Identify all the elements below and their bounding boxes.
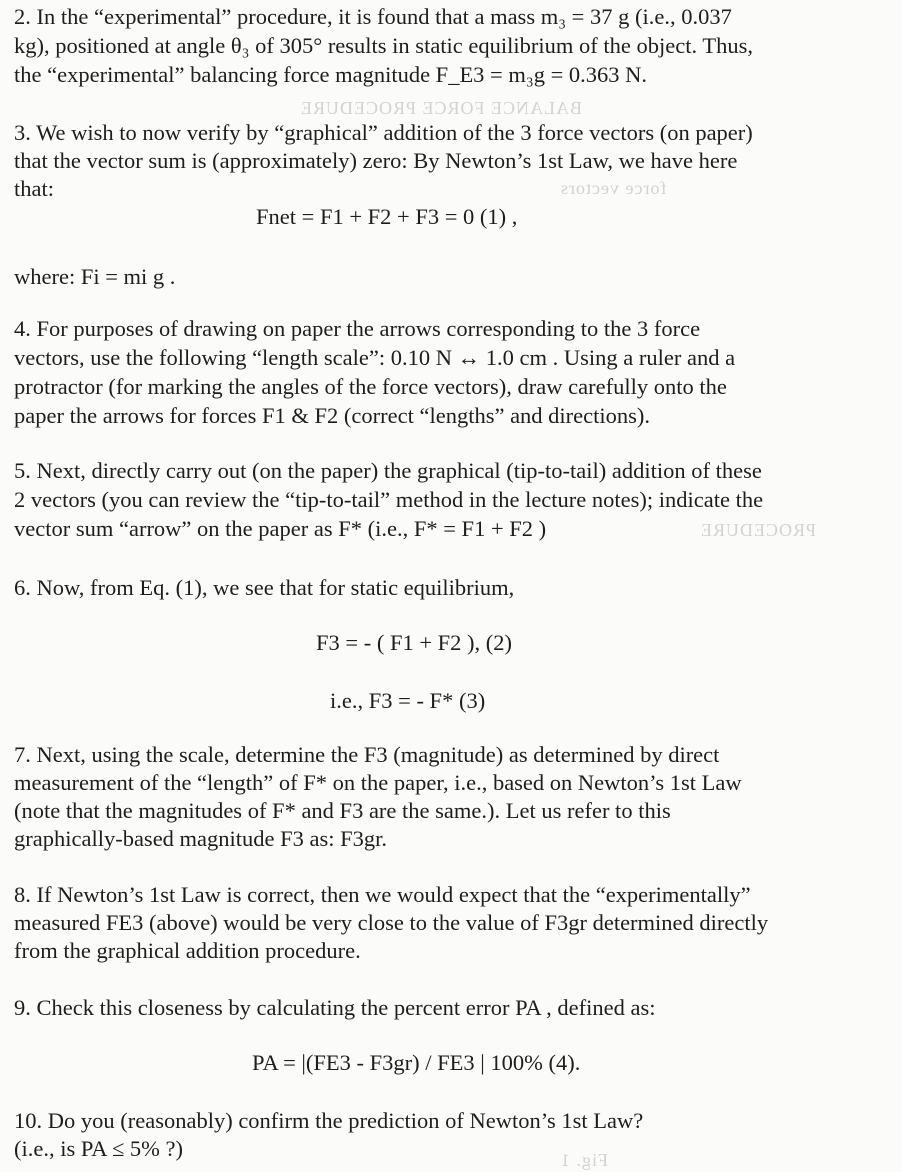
item-7-line-2-text: measurement of the “length” of F* on the paper, i.e., based on Newton’s 1st Law — [14, 770, 742, 795]
item-3-line-3 — [14, 176, 54, 202]
item-5-line-3 — [14, 516, 546, 542]
item-4-line-4 — [14, 403, 650, 429]
item-4-line-4-text: paper the arrows for forces F1 & F2 (correct “lengths” and directions). — [14, 403, 651, 428]
item-7-line-2 — [14, 770, 742, 796]
item-7-line-1-text: 7. Next, using the scale, determine the F3 (magnitude) as determined by direct — [14, 742, 720, 767]
item-2-line-2-text: kg), positioned at angle θ₃ of 305° results in static equilibrium of the object. Thus, — [14, 33, 753, 58]
where-definition — [14, 264, 175, 290]
equation-4 — [252, 1050, 580, 1076]
bleed-through-text: Fig. 1 — [560, 1150, 609, 1170]
item-2-line-2 — [14, 33, 753, 59]
equation-1-text: Fnet = F1 + F2 + F3 = 0 (1) , — [256, 204, 518, 229]
item-10-line-2 — [14, 1136, 183, 1162]
item-4-line-3-text: protractor (for marking the angles of the force vectors), draw carefully onto the — [14, 374, 727, 399]
item-4-line-3 — [14, 374, 727, 400]
item-7-line-1 — [14, 742, 719, 768]
bleed-through-text: PROCEDURE — [700, 520, 817, 540]
equation-2 — [316, 630, 512, 656]
item-5-line-3-text: vector sum “arrow” on the paper as F* (i.e., F* = F1 + F2 ) — [14, 516, 547, 541]
item-9-line-1 — [14, 995, 656, 1021]
item-6-line-1-text: 6. Now, from Eq. (1), we see that for static equilibrium, — [14, 575, 515, 600]
item-3-line-2-text: that the vector sum is (approximately) zero: By Newton’s 1st Law, we have here — [14, 148, 738, 173]
item-7-line-4-text: graphically-based magnitude F3 as: F3gr. — [14, 826, 388, 851]
item-2-line-3-text: the “experimental” balancing force magnitude F_E3 = m₃g = 0.363 N. — [14, 62, 648, 87]
item-5-line-1-text: 5. Next, directly carry out (on the paper) the graphical (tip-to-tail) addition of these — [14, 458, 762, 483]
item-8-line-3-text: from the graphical addition procedure. — [14, 938, 361, 963]
bleed-through-text: BALANCE FORCE PROCEDURE — [300, 98, 583, 118]
equation-3-text: i.e., F3 = - F* (3) — [330, 688, 486, 713]
item-9-line-1-text: 9. Check this closeness by calculating the percent error PA , defined as: — [14, 995, 656, 1020]
item-3-line-3-text: that: — [14, 176, 54, 201]
item-10-line-1 — [14, 1108, 643, 1134]
where-definition-text: where: Fi = mi g . — [14, 264, 176, 289]
item-5-line-2 — [14, 487, 763, 513]
item-3-line-2 — [14, 148, 737, 174]
item-8-line-1-text: 8. If Newton’s 1st Law is correct, then we would expect that the “experimentally” — [14, 882, 751, 907]
item-10-line-1-text: 10. Do you (reasonably) confirm the prediction of Newton’s 1st Law? — [14, 1108, 644, 1133]
item-8-line-3 — [14, 938, 361, 964]
item-2-line-3 — [14, 62, 647, 88]
equation-4-text: PA = |(FE3 - F3gr) / FE3 | 100% (4). — [252, 1050, 581, 1075]
item-6-line-1 — [14, 575, 514, 601]
item-7-line-3-text: (note that the magnitudes of F* and F3 are the same.). Let us refer to this — [14, 798, 671, 823]
item-4-line-2 — [14, 345, 735, 371]
equation-2-text: F3 = - ( F1 + F2 ), (2) — [316, 630, 513, 655]
equation-3 — [330, 688, 485, 714]
bleed-through-text: force vectors — [560, 178, 667, 198]
item-8-line-2 — [14, 910, 768, 936]
item-7-line-4 — [14, 826, 387, 852]
item-10-line-2-text: (i.e., is PA ≤ 5% ?) — [14, 1136, 184, 1161]
item-7-line-3 — [14, 798, 671, 824]
item-4-line-1-text: 4. For purposes of drawing on paper the arrows corresponding to the 3 force — [14, 316, 701, 341]
item-4-line-1 — [14, 316, 700, 342]
item-5-line-2-text: 2 vectors (you can review the “tip-to-tail” method in the lecture notes); indicate the — [14, 487, 764, 512]
item-3-line-1-text: 3. We wish to now verify by “graphical” addition of the 3 force vectors (on paper) — [14, 120, 753, 145]
item-3-line-1 — [14, 120, 753, 146]
equation-1 — [256, 204, 517, 230]
item-8-line-2-text: measured FE3 (above) would be very close to the value of F3gr determined directly — [14, 910, 769, 935]
item-2-line-1-text: 2. In the “experimental” procedure, it is found that a mass m₃ = 37 g (i.e., 0.037 — [14, 4, 732, 29]
item-2-line-1 — [14, 4, 732, 30]
item-4-line-2-text: vectors, use the following “length scale”: 0.10 N ↔ 1.0 cm . Using a ruler and a — [14, 345, 736, 370]
item-5-line-1 — [14, 458, 762, 484]
item-8-line-1 — [14, 882, 751, 908]
